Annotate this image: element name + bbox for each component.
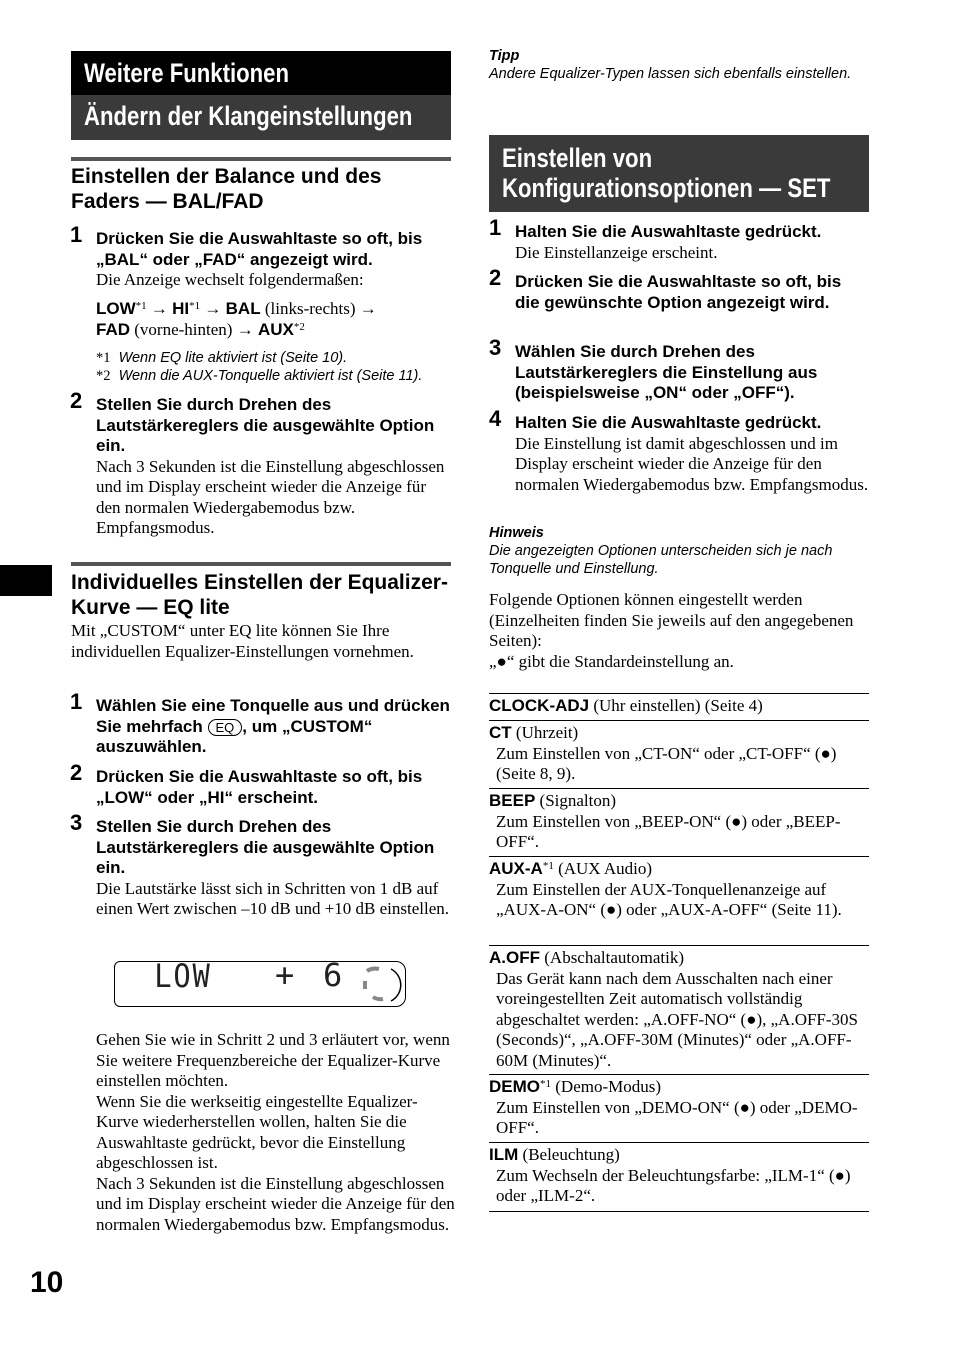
tip: Tipp Andere Equalizer-Typen lassen sich ebenfalls einstellen.	[489, 48, 852, 82]
option-ct: CT (Uhrzeit) Zum Einstellen von „CT-ON“ oder „CT-OFF“ (●) (Seite 8, 9).	[489, 720, 869, 788]
footnotes: *1 Wenn EQ lite aktiviert ist (Seite 10). *2 Wenn die AUX-Tonquelle aktiviert ist (Seite 11).	[96, 350, 423, 384]
option-beep: BEEP (Signalton) Zum Einstellen von „BEEP-ON“ (●) oder „BEEP-OFF“.	[489, 788, 869, 856]
chapter-title: Weitere Funktionen	[71, 51, 451, 95]
set-step-4: 4 Halten Sie die Auswahltaste gedrückt. Die Einstellung ist damit abgeschlossen und im Display erscheint wieder die Anzeige für den normalen Wiedergabemodus bzw. Empfangsmodus.	[489, 406, 869, 494]
option-demo: DEMO$^{*1}$ (Demo-Modus) Zum Einstellen von „DEMO-ON“ (●) oder „DEMO-OFF“.	[489, 1074, 869, 1142]
eq-step-1: 1 Wählen Sie eine Tonquelle aus und drücken Sie mehrfach EQ , um „CUSTOM“ auszuwählen.	[70, 689, 450, 756]
set-section-banner: Einstellen von Konfigurationsoptionen — SET	[489, 135, 869, 212]
option-a-off: A.OFF (Abschaltautomatik) Das Gerät kann nach dem Ausschalten nach einer voreingestellten Zeit automatisch vollständig abgeschaltet werden: „A.OFF-NO“ (●), „A.OFF-30S (Seconds)“, „A.OFF-30M (Minutes)“ oder „A.OFF-60M (Minutes)“.	[489, 945, 869, 1074]
note: Hinweis Die angezeigten Optionen unterscheiden sich je nach Tonquelle und Einstellung.	[489, 525, 833, 577]
set-step-1: 1 Halten Sie die Auswahltaste gedrückt. Die Einstellanzeige erscheint.	[489, 215, 822, 262]
option-clock-adj: CLOCK-ADJ (Uhr einstellen) (Seite 4)	[489, 693, 869, 720]
set-step-3: 3 Wählen Sie durch Drehen des Lautstärkereglers die Einstellung aus (beispielsweise „ON“ oder „OFF“).	[489, 335, 818, 402]
section-rule	[71, 157, 451, 161]
page-number: 10	[30, 1266, 64, 1299]
lcd-display: LOW + 6	[114, 961, 406, 1007]
chapter-tab	[0, 565, 52, 596]
volume-dial-icon	[353, 965, 403, 1005]
eq-after-text: Gehen Sie wie in Schritt 2 und 3 erläutert vor, wenn Sie weitere Frequenzbereiche der Equalizer-Kurve einstellen möchten. Wenn Sie die werkseitig eingestellte Equalizer-Kurve wiederherstellen wollen, halten Sie die Auswahltaste gedrückt, bevor die Einstellung abgeschlossen ist. Nach 3 Sekunden ist die Einstellung abgeschlossen und im Display erscheint wieder die Anzeige für den normalen Wiedergabemodus bzw. Empfangsmodus.	[96, 1030, 455, 1234]
eq-step-3: 3 Stellen Sie durch Drehen des Lautstärkereglers die ausgewählte Option ein. Die Lautstärke lässt sich in Schritten von 1 dB auf einen Wert zwischen –10 dB und +10 dB einstellen.	[70, 810, 450, 918]
option-aux-a: AUX-$A^{*1}$ (AUX Audio) Zum Einstellen der AUX-Tonquellenanzeige auf „AUX-A-ON“ (●) oder „AUX-A-OFF“ (Seite 11).	[489, 856, 869, 945]
eq-button-icon: EQ	[208, 719, 243, 736]
eq-section-title: Individuelles Einstellen der Equalizer-Kurve — EQ lite	[71, 571, 448, 619]
bal-sequence: LOW$^{*1}$ → HI$^{*1}$ → BAL (links-rechts) → FAD (vorne-hinten) → AUX$^{*2}$	[96, 299, 377, 339]
section-rule	[71, 562, 451, 566]
section-banner: Ändern der Klangeinstellungen	[71, 95, 451, 140]
option-ilm: ILM (Beleuchtung) Zum Wechseln der Beleuchtungsfarbe: „ILM-1“ (●) oder „ILM-2“.	[489, 1142, 869, 1212]
eq-step-2: 2 Drücken Sie die Auswahltaste so oft, bis „LOW“ oder „HI“ erscheint.	[70, 760, 423, 807]
bal-step-2: 2 Stellen Sie durch Drehen des Lautstärkereglers die ausgewählte Option ein. Nach 3 Sekunden ist die Einstellung abgeschlossen und im Display erscheint wieder die Anzeige für den normalen Wiedergabemodus bzw. Empfangsmodus.	[70, 388, 445, 537]
set-intro: Folgende Optionen können eingestellt werden (Einzelheiten finden Sie jeweils auf den angegebenen Seiten): „●“ gibt die Standardeinstellung an.	[489, 590, 854, 671]
bal-step-1: 1 Drücken Sie die Auswahltaste so oft, bis „BAL“ oder „FAD“ angezeigt wird. Die Anzeige wechselt folgendermaßen:	[70, 222, 423, 289]
set-step-2: 2 Drücken Sie die Auswahltaste so oft, bis die gewünschte Option angezeigt wird.	[489, 265, 842, 312]
bal-section-title: Einstellen der Balance und des Faders — BAL/FAD	[71, 165, 382, 213]
eq-intro: Mit „CUSTOM“ unter EQ lite können Sie Ihre individuellen Equalizer-Einstellungen vornehmen.	[71, 621, 414, 661]
